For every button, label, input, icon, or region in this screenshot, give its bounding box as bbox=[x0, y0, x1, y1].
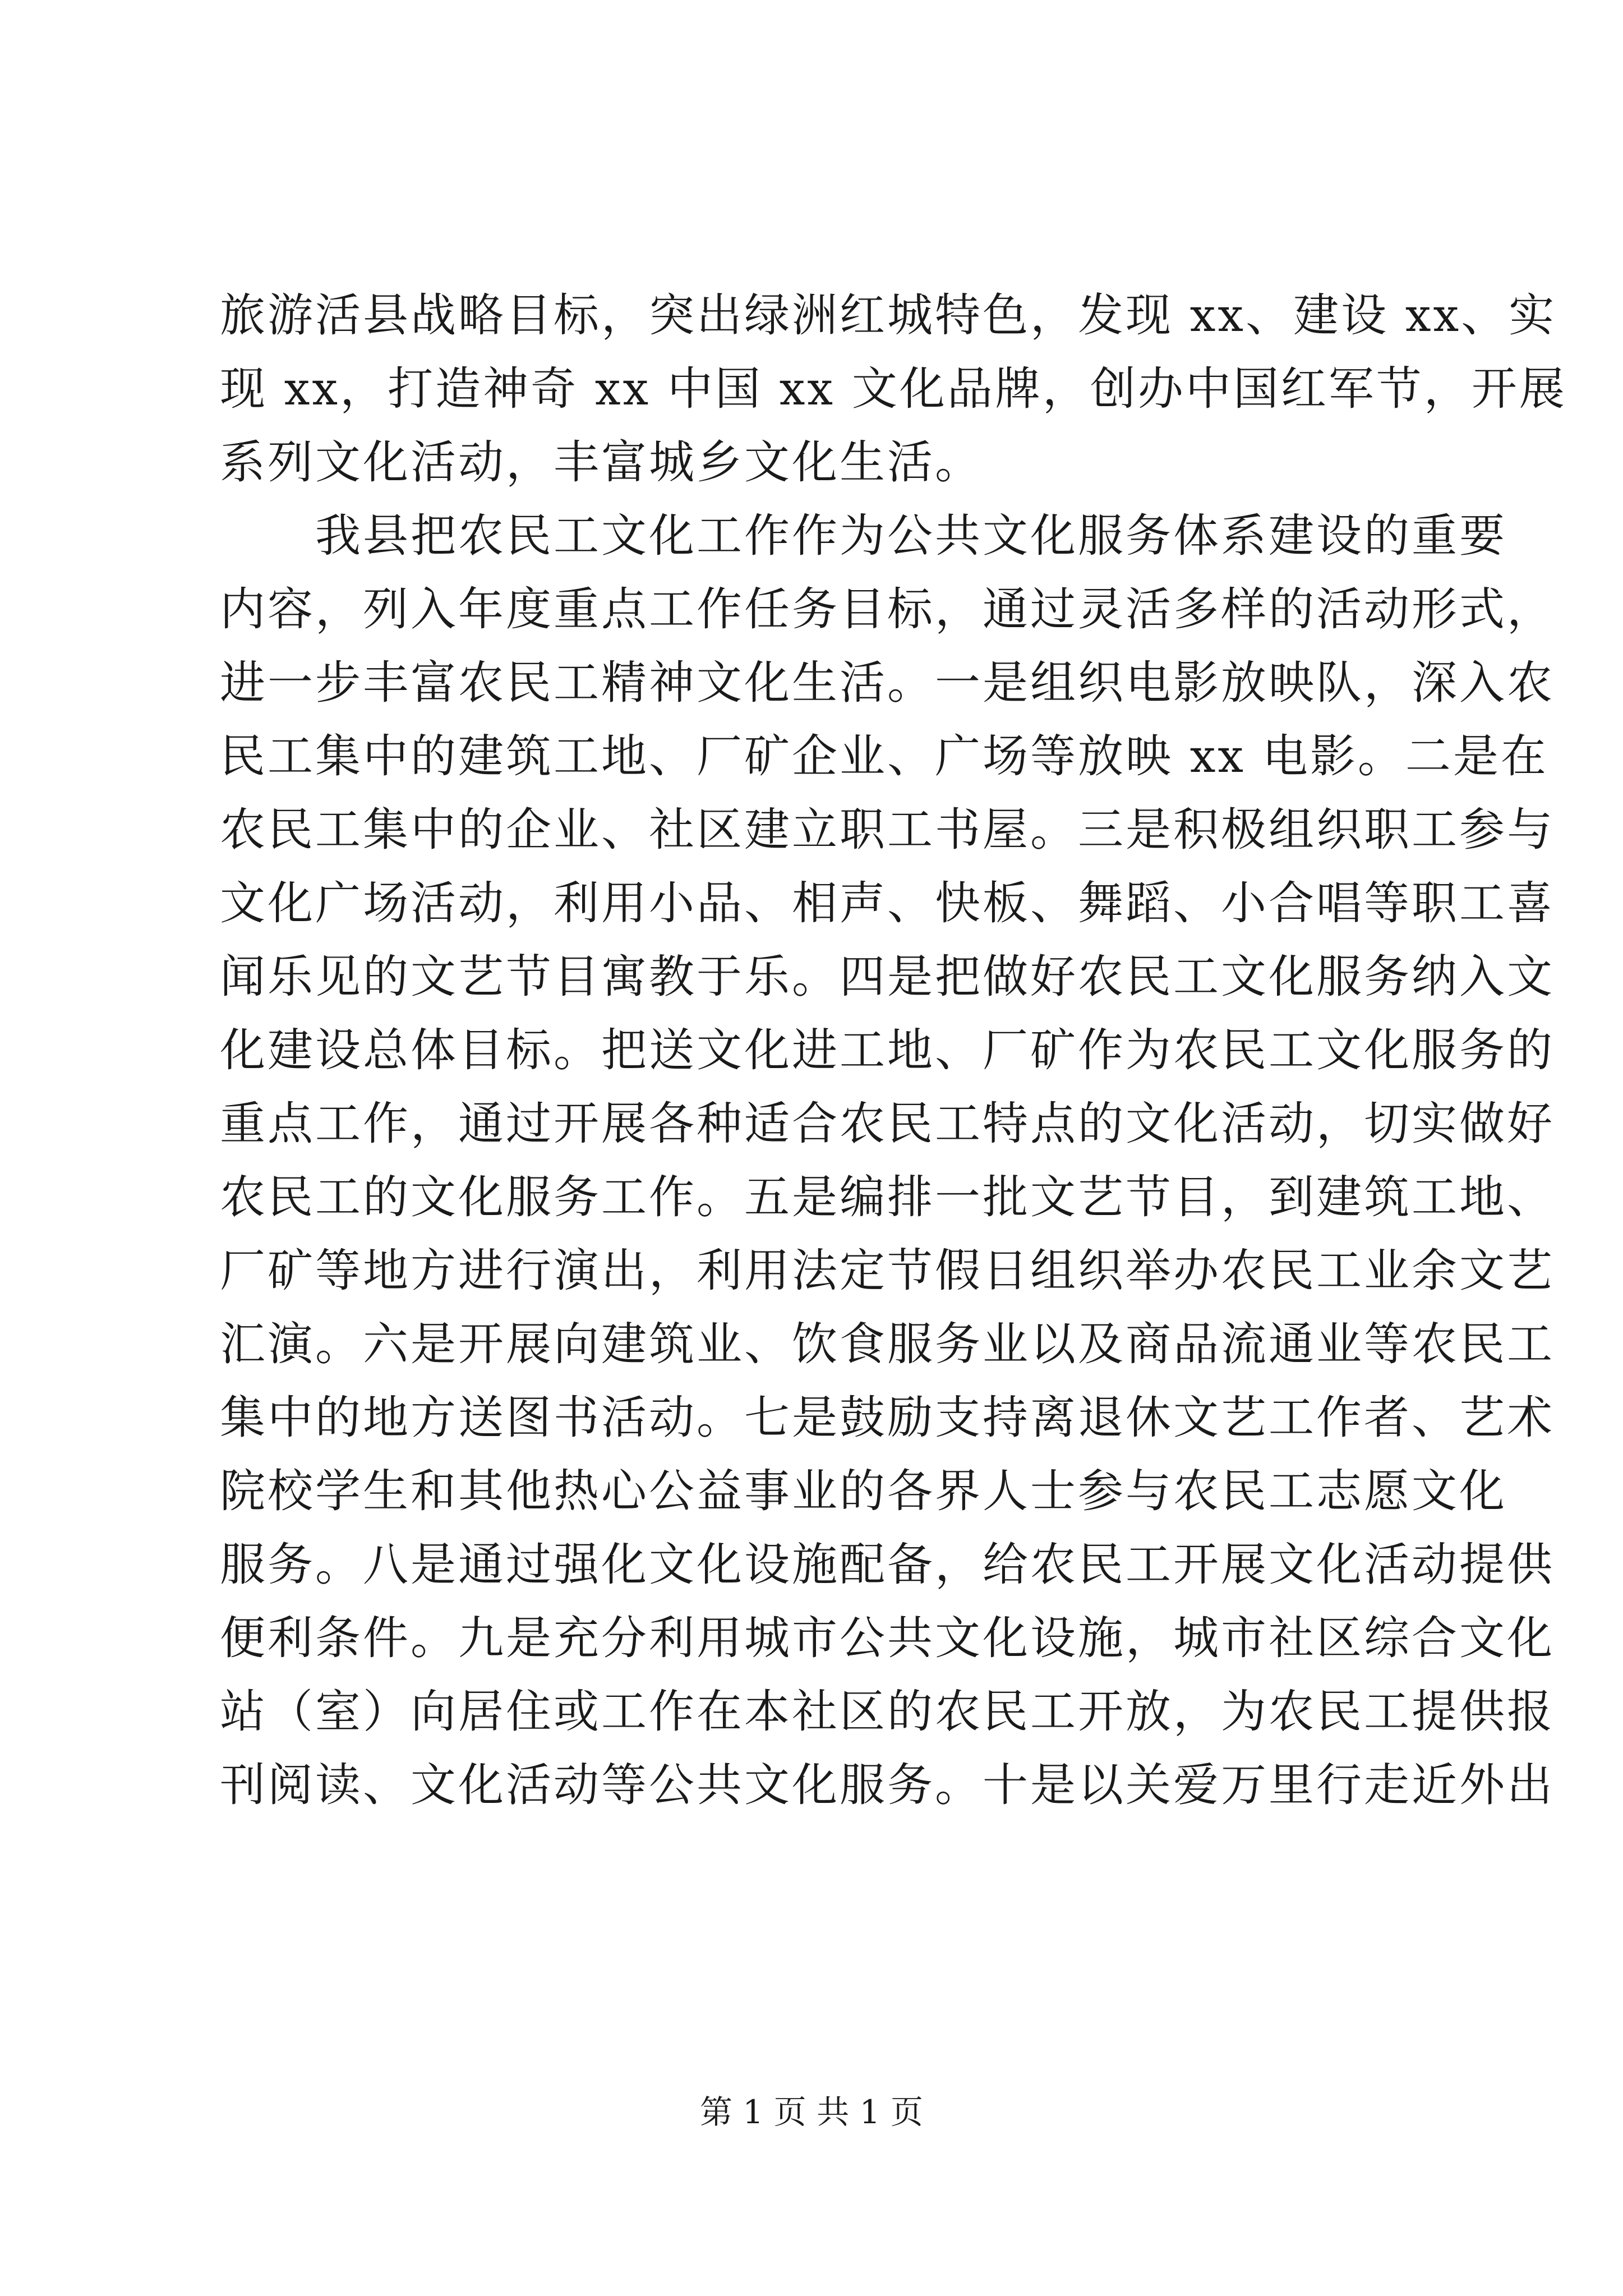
text-line: 现 xx，打造神奇 xx 中国 xx 文化品牌，创办中国红军节，开展 bbox=[220, 363, 1567, 416]
text-line: 进一步丰富农民工精神文化生活。一是组织电影放映队，深入农 bbox=[220, 657, 1555, 710]
text-line: 站（室）向居住或工作在本社区的农民工开放，为农民工提供报 bbox=[220, 1686, 1555, 1738]
text-line: 旅游活县战略目标，突出绿洲红城特色，发现 xx、建设 xx、实 bbox=[220, 289, 1557, 342]
text-line: 闻乐见的文艺节目寓教于乐。四是把做好农民工文化服务纳入文 bbox=[220, 951, 1555, 1004]
text-line: 化建设总体目标。把送文化进工地、厂矿作为农民工文化服务的 bbox=[220, 1024, 1555, 1077]
text-line: 民工集中的建筑工地、厂矿企业、广场等放映 xx 电影。二是在 bbox=[220, 730, 1548, 783]
document-body bbox=[220, 279, 1567, 1823]
text-line: 重点工作，通过开展各种适合农民工特点的文化活动，切实做好 bbox=[220, 1098, 1555, 1151]
text-line: 汇演。六是开展向建筑业、饮食服务业以及商品流通业等农民工 bbox=[220, 1318, 1555, 1371]
text-line: 厂矿等地方进行演出，利用法定节假日组织举办农民工业余文艺 bbox=[220, 1245, 1555, 1297]
page-footer: 第 1 页 共 1 页 bbox=[700, 2093, 923, 2131]
text-line: 服务。八是通过强化文化设施配备，给农民工开展文化活动提供 bbox=[220, 1539, 1555, 1591]
text-line: 刊阅读、文化活动等公共文化服务。十是以关爱万里行走近外出 bbox=[220, 1759, 1555, 1812]
text-line: 便利条件。九是充分利用城市公共文化设施，城市社区综合文化 bbox=[220, 1612, 1555, 1665]
text-line: 农民工的文化服务工作。五是编排一批文艺节目，到建筑工地、 bbox=[220, 1171, 1555, 1224]
text-line: 我县把农民工文化工作作为公共文化服务体系建设的重要 bbox=[220, 510, 1507, 563]
text-line: 农民工集中的企业、社区建立职工书屋。三是积极组织职工参与 bbox=[220, 804, 1555, 857]
text-line: 集中的地方送图书活动。七是鼓励支持离退休文艺工作者、艺术 bbox=[220, 1392, 1555, 1444]
text-line: 院校学生和其他热心公益事业的各界人士参与农民工志愿文化 bbox=[220, 1465, 1507, 1518]
text-line: 文化广场活动，利用小品、相声、快板、舞蹈、小合唱等职工喜 bbox=[220, 877, 1555, 930]
text-line: 系列文化活动，丰富城乡文化生活。 bbox=[220, 436, 983, 489]
text-line: 内容，列入年度重点工作任务目标，通过灵活多样的活动形式， bbox=[220, 583, 1555, 636]
